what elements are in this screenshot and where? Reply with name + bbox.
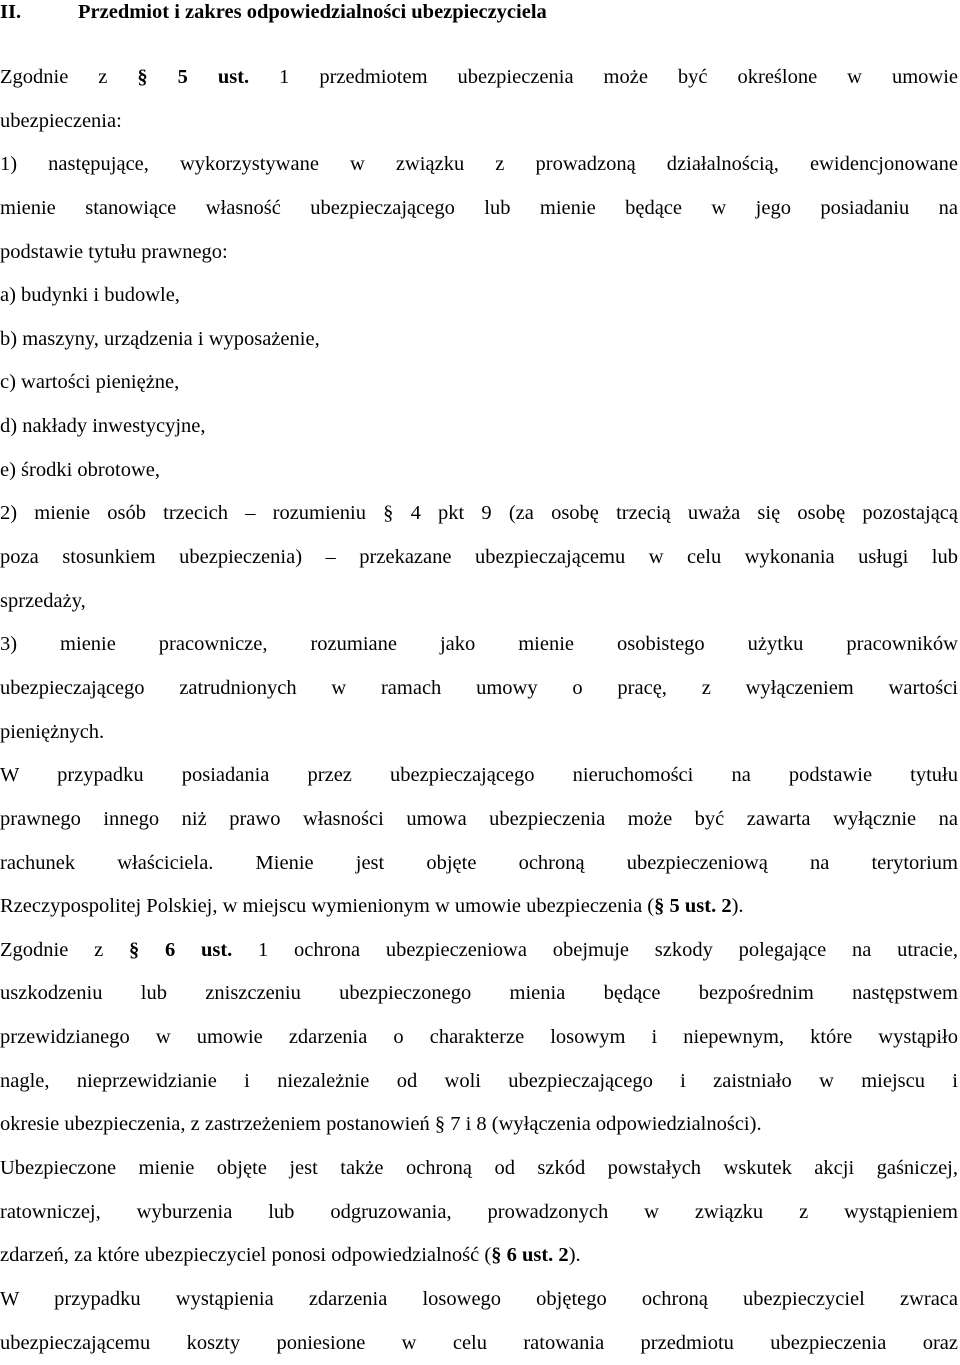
text-line <box>0 711 958 755</box>
text-line <box>0 1147 958 1191</box>
text-segment: d) nakłady inwestycyjne, <box>0 415 206 438</box>
text-line <box>0 1278 958 1322</box>
text-line <box>0 449 958 493</box>
text-line <box>0 580 958 624</box>
text-line <box>0 492 958 536</box>
text-segment: 2) mienie osób trzecich – rozumieniu § 4 pkt 9 (za osobę trzecią uważa się osobę pozostającą <box>0 502 958 525</box>
text-segment: e) środki obrotowe, <box>0 458 160 481</box>
text-line <box>0 1103 958 1147</box>
section-heading <box>0 0 960 27</box>
text-line <box>0 143 958 187</box>
text-segment: ubezpieczającego zatrudnionych w ramach umowy o pracę, z wyłączeniem wartości <box>0 676 958 699</box>
text-line <box>0 754 958 798</box>
text-line <box>0 361 958 405</box>
text-segment: W przypadku posiadania przez ubezpieczającego nieruchomości na podstawie tytułu <box>0 764 958 787</box>
text-line <box>0 842 958 886</box>
text-segment: sprzedaży, <box>0 589 86 612</box>
text-segment: podstawie tytułu prawnego: <box>0 240 228 263</box>
section-reference: § 6 ust. <box>128 938 233 961</box>
document-body <box>0 56 958 1365</box>
text-line <box>0 929 958 973</box>
text-line <box>0 231 958 275</box>
text-segment: ). <box>568 1244 581 1267</box>
text-line <box>0 623 958 667</box>
text-line <box>0 1322 958 1365</box>
text-segment: b) maszyny, urządzenia i wyposażenie, <box>0 327 320 350</box>
text-segment: Rzeczypospolitej Polskiej, w miejscu wymienionym w umowie ubezpieczenia ( <box>0 895 655 918</box>
text-segment: W przypadku wystąpienia zdarzenia losowego objętego ochroną ubezpieczyciel zwraca <box>0 1287 958 1310</box>
text-line <box>0 536 958 580</box>
text-line <box>0 972 958 1016</box>
text-line <box>0 56 958 100</box>
text-segment: prawnego innego niż prawo własności umowa ubezpieczenia może być zawarta wyłącznie na <box>0 807 958 830</box>
text-line <box>0 318 958 362</box>
text-line <box>0 1016 958 1060</box>
text-segment: ratowniczej, wyburzenia lub odgruzowania, prowadzonych w związku z wystąpieniem <box>0 1200 958 1223</box>
text-segment: nagle, nieprzewidzianie i niezależnie od woli ubezpieczającego i zaistniało w miejscu i <box>0 1069 958 1092</box>
text-segment: ubezpieczenia: <box>0 109 122 132</box>
text-segment: Zgodnie z <box>0 938 129 961</box>
section-number: II. <box>0 1 22 23</box>
text-line <box>0 1234 958 1278</box>
text-line <box>0 100 958 144</box>
text-line <box>0 885 958 929</box>
text-segment: mienie stanowiące własność ubezpieczającego lub mienie będące w jego posiadaniu na <box>0 196 958 219</box>
text-segment: poza stosunkiem ubezpieczenia) – przekazane ubezpieczającemu w celu wykonania usługi lub <box>0 546 958 569</box>
section-title: Przedmiot i zakres odpowiedzialności ubezpieczyciela <box>78 1 547 23</box>
text-segment: przewidzianego w umowie zdarzenia o charakterze losowym i niepewnym, które wystąpiło <box>0 1026 958 1049</box>
text-segment: rachunek właściciela. Mienie jest objęte ochroną ubezpieczeniową na terytorium <box>0 851 958 874</box>
text-segment: Ubezpieczone mienie objęte jest także ochroną od szkód powstałych wskutek akcji gaśniczej, <box>0 1157 958 1180</box>
text-segment: Zgodnie z <box>0 66 138 88</box>
text-line <box>0 798 958 842</box>
text-segment: pieniężnych. <box>0 720 105 743</box>
text-segment: ). <box>731 895 744 918</box>
text-segment: 1) następujące, wykorzystywane w związku z prowadzoną działalnością, ewidencjonowane <box>0 153 958 176</box>
section-reference: § 5 ust. <box>137 66 250 88</box>
section-reference: § 5 ust. 2 <box>654 895 732 918</box>
text-segment: 1 ochrona ubezpieczeniowa obejmuje szkody polegające na utracie, <box>232 938 958 961</box>
text-segment: zdarzeń, za które ubezpieczyciel ponosi odpowiedzialność ( <box>0 1244 492 1267</box>
text-segment: 3) mienie pracownicze, rozumiane jako mienie osobistego użytku pracowników <box>0 633 958 656</box>
text-segment: a) budynki i budowle, <box>0 284 180 307</box>
text-segment: 1 przedmiotem ubezpieczenia może być określone w umowie <box>249 66 958 88</box>
text-segment: c) wartości pieniężne, <box>0 371 180 394</box>
text-line <box>0 667 958 711</box>
text-line <box>0 405 958 449</box>
text-line <box>0 1191 958 1235</box>
text-segment: ubezpieczającemu koszty poniesione w celu ratowania przedmiotu ubezpieczenia oraz <box>0 1331 958 1354</box>
text-segment: uszkodzeniu lub zniszczeniu ubezpieczonego mienia będące bezpośrednim następstwem <box>0 982 958 1005</box>
text-line <box>0 274 958 318</box>
section-reference: § 6 ust. 2 <box>491 1244 569 1267</box>
text-line <box>0 187 958 231</box>
text-line <box>0 1060 958 1104</box>
text-segment: okresie ubezpieczenia, z zastrzeżeniem postanowień § 7 i 8 (wyłączenia odpowiedzialności). <box>0 1113 762 1136</box>
